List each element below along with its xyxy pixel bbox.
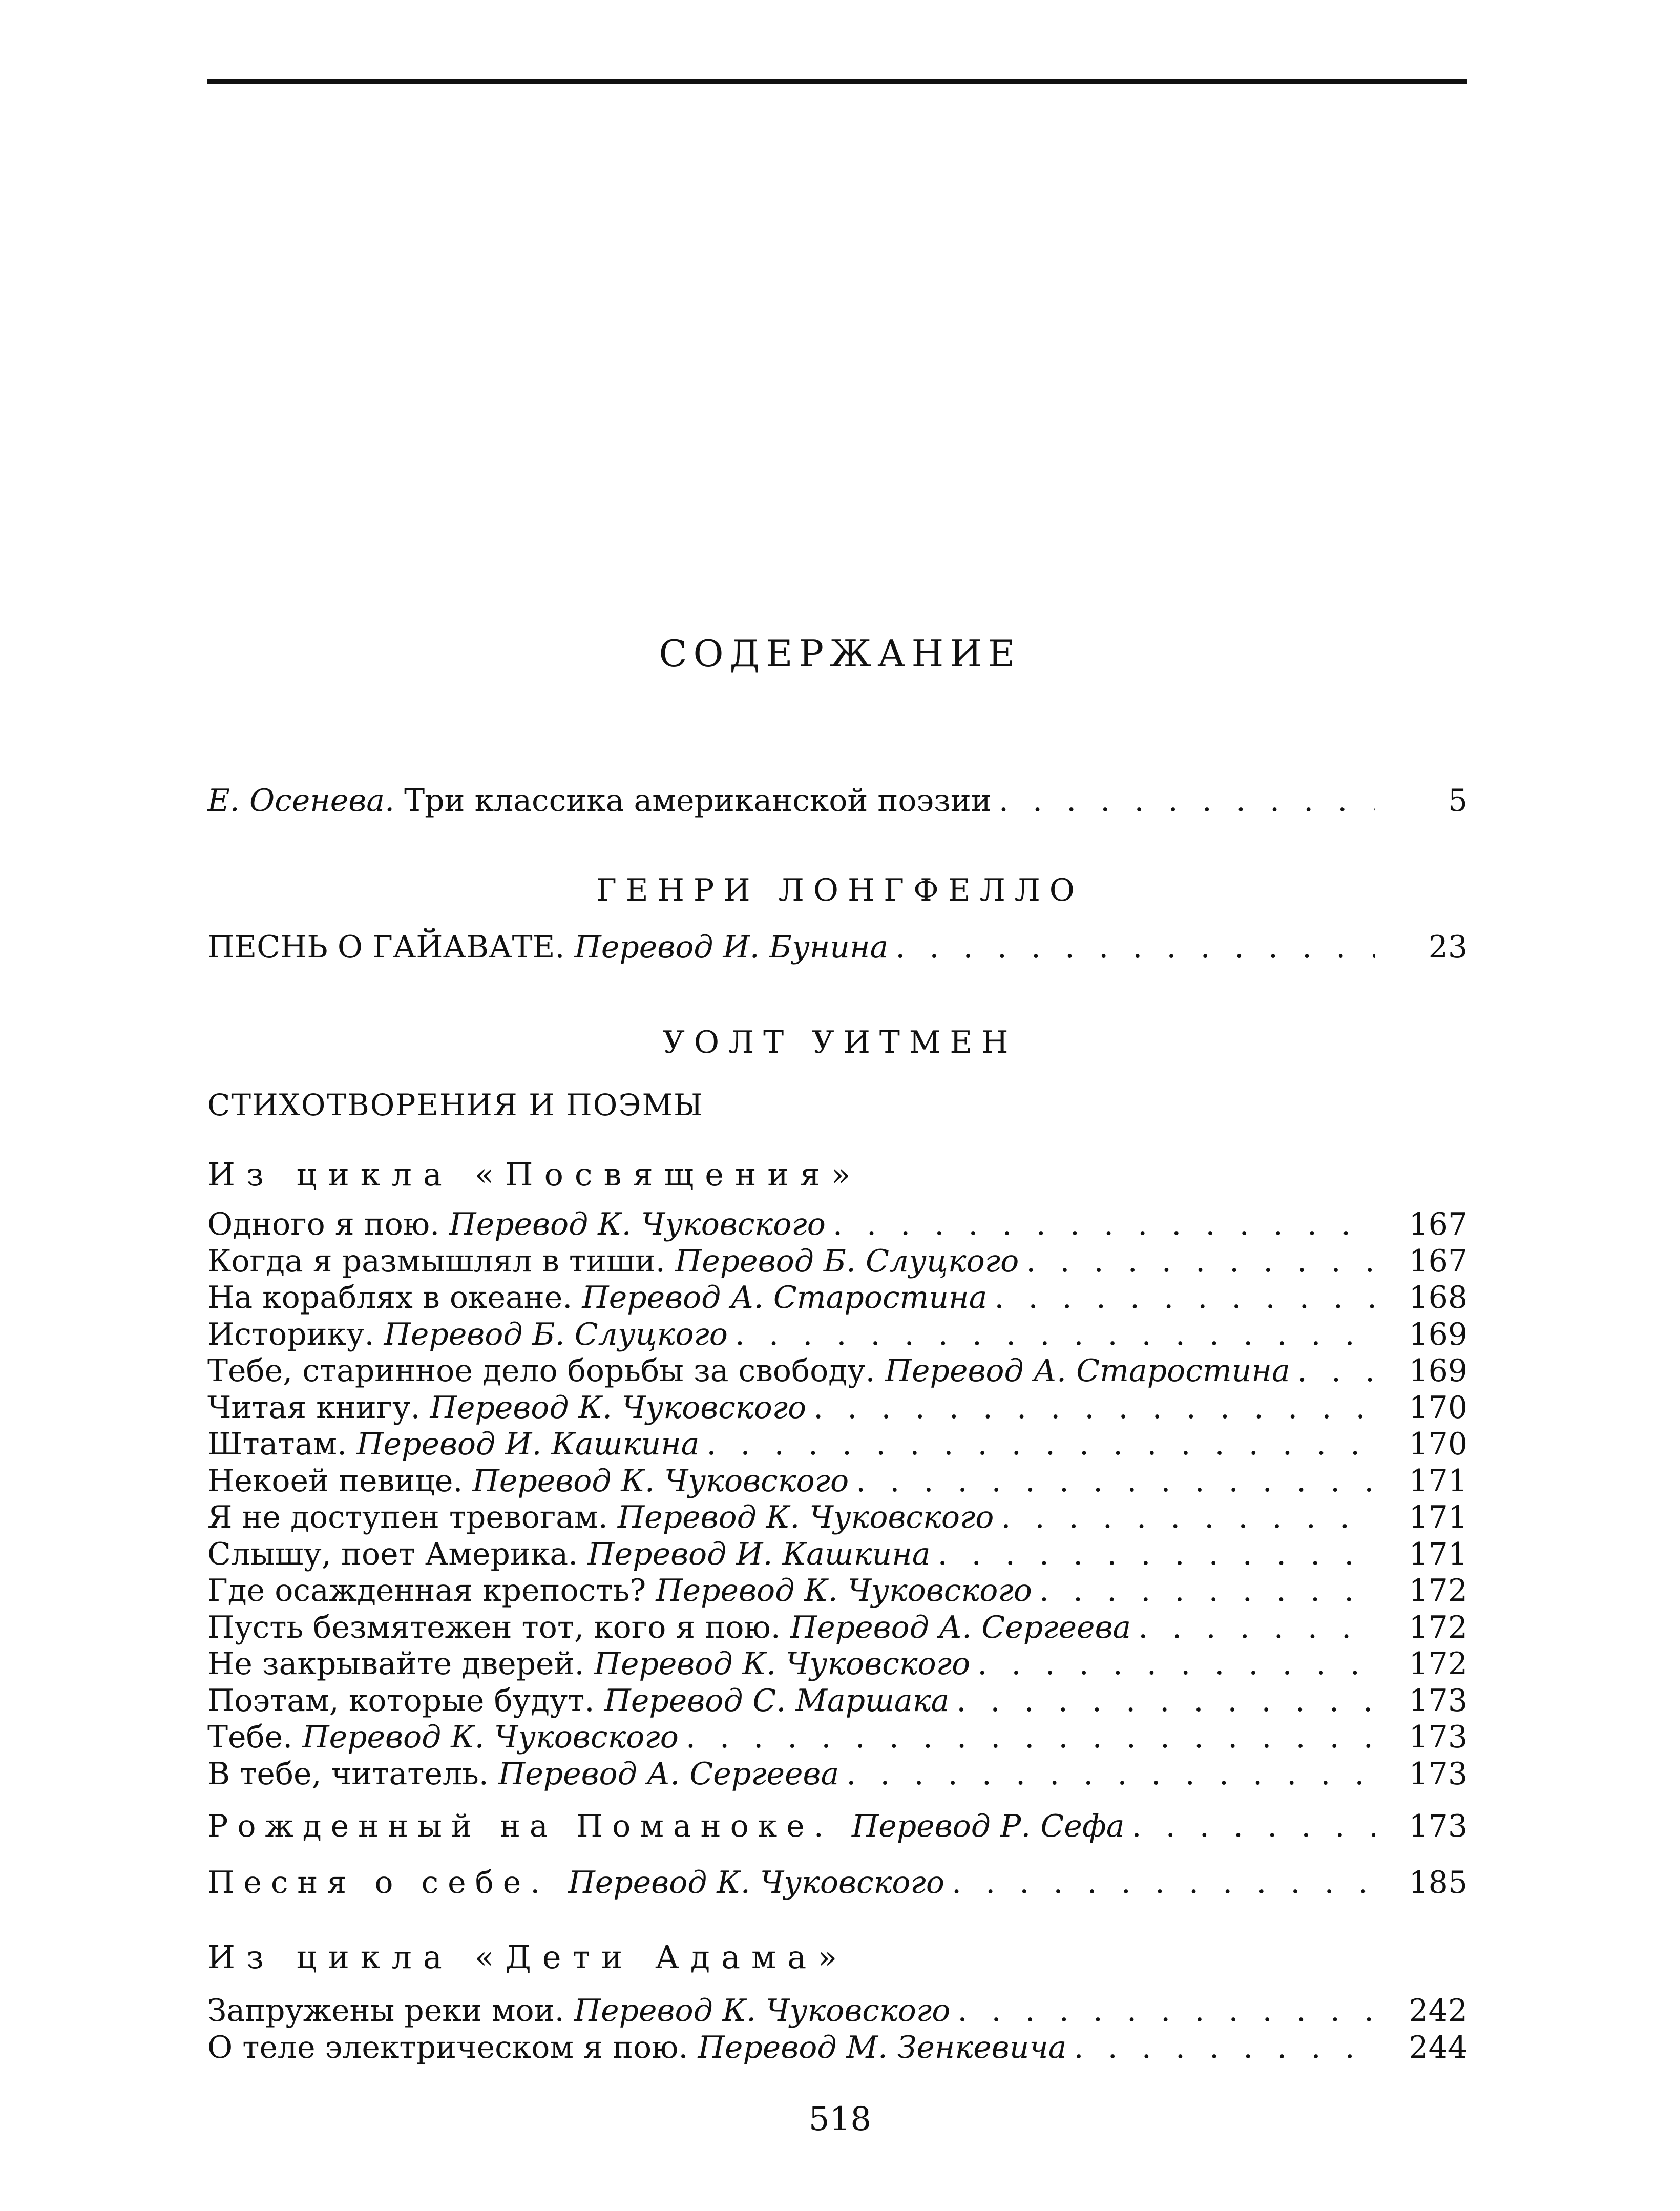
leader-dots: [1032, 1573, 1375, 1609]
page-ref: 172: [1409, 1609, 1467, 1645]
page-ref: 185: [1409, 1865, 1467, 1901]
toc-entry-text: [207, 1573, 1032, 1609]
translator: Перевод К. Чуковского: [472, 1463, 849, 1499]
page-title: СОДЕРЖАНИЕ: [659, 632, 1021, 675]
page-ref: 170: [1409, 1389, 1467, 1426]
work-title: Одного я пою.: [207, 1206, 450, 1242]
toc-entry[interactable]: [207, 1426, 1467, 1462]
toc-entry-text: [207, 1719, 679, 1755]
cycle-heading-dedications: Из цикла «Посвящения»: [207, 1156, 862, 1193]
work-title: Песня о себе.: [207, 1865, 569, 1901]
leader-dots: [806, 1390, 1375, 1426]
toc-entry-text: [207, 929, 888, 965]
toc-entry[interactable]: [207, 1499, 1467, 1535]
translator: Перевод К. Чуковского: [568, 1865, 944, 1901]
section-heading: СТИХОТВОРЕНИЯ И ПОЭМЫ: [207, 1088, 704, 1122]
toc-entry[interactable]: [207, 1317, 1467, 1352]
leader-dots: [970, 1646, 1375, 1682]
top-rule: [207, 79, 1467, 84]
leader-dots: [949, 1683, 1375, 1719]
essay-author: Е. Осенева.: [207, 783, 395, 819]
work-title: Не закрывайте дверей.: [207, 1646, 594, 1682]
translator: Перевод С. Маршака: [604, 1682, 950, 1719]
leader-dots: [888, 929, 1375, 965]
work-title: О теле электрическом я пою.: [207, 2029, 698, 2066]
translator: Перевод К. Чуковского: [430, 1389, 807, 1426]
toc-entry[interactable]: [207, 1610, 1467, 1645]
page-ref: 5: [1447, 783, 1467, 819]
leader-dots: [931, 1536, 1376, 1572]
leader-dots: [1290, 1353, 1375, 1389]
toc-entry-text: [207, 1426, 699, 1462]
toc-entry-text: [207, 1317, 728, 1352]
translator: Перевод А. Сергеева: [790, 1609, 1131, 1645]
page-number: 518: [808, 2100, 872, 2138]
translator: Перевод К. Чуковского: [594, 1646, 971, 1682]
leader-dots: [994, 1499, 1375, 1535]
toc-entry-text: [207, 1353, 1290, 1389]
work-title: Когда я размышлял в тиши.: [207, 1243, 675, 1279]
toc-entry-text: [207, 1463, 849, 1499]
page-ref: 169: [1409, 1353, 1467, 1389]
toc-entry-poem[interactable]: [207, 1865, 1467, 1901]
leader-dots: [1125, 1808, 1376, 1844]
page-ref: 170: [1409, 1426, 1467, 1462]
work-title: Тебе.: [207, 1719, 303, 1755]
toc-entry[interactable]: [207, 1353, 1467, 1389]
toc-entry-poem[interactable]: [207, 1808, 1467, 1844]
toc-entry[interactable]: [207, 1719, 1467, 1755]
toc-entry[interactable]: [207, 1280, 1467, 1316]
toc-entry-text: [207, 1610, 1131, 1645]
toc-entry[interactable]: [207, 1536, 1467, 1572]
toc-entry-text: [207, 1390, 806, 1426]
toc-entry-text: [207, 1499, 994, 1535]
toc-entry-text: [207, 1243, 1019, 1279]
page-ref: 171: [1409, 1536, 1467, 1572]
translator: Перевод И. Кашкина: [356, 1426, 700, 1462]
toc-entry-text: [207, 2030, 1066, 2066]
work-title: Читая книгу.: [207, 1389, 430, 1426]
work-title: На кораблях в океане.: [207, 1280, 582, 1316]
author-heading-whitman: УОЛТ УИТМЕН: [662, 1025, 1018, 1060]
page-ref: 173: [1409, 1808, 1467, 1844]
toc-entry-text: [207, 1993, 950, 2029]
translator: Перевод И. Бунина: [574, 929, 889, 965]
translator: Перевод К. Чуковского: [656, 1573, 1032, 1609]
work-title: Запружены реки мои.: [207, 1993, 574, 2029]
page-ref: 171: [1409, 1499, 1467, 1535]
work-title: Поэтам, которые будут.: [207, 1682, 604, 1719]
leader-dots: [679, 1719, 1375, 1755]
translator: Перевод А. Старостина: [582, 1280, 988, 1316]
essay-title: Три классика американской поэзии: [394, 783, 992, 819]
work-title: Слышу, поет Америка.: [207, 1536, 588, 1572]
toc-entry[interactable]: [207, 1993, 1467, 2029]
toc-entry-text: [207, 1206, 826, 1242]
work-title: Тебе, старинное дело борьбы за свободу.: [207, 1353, 885, 1389]
leader-dots: [950, 1993, 1375, 2029]
leader-dots: [728, 1317, 1375, 1352]
toc-entry-text: [207, 1646, 970, 1682]
cycle-heading-children-of-adam: Из цикла «Дети Адама»: [207, 1938, 849, 1976]
toc-entry-text: [207, 1865, 944, 1901]
page-ref: 169: [1409, 1316, 1467, 1352]
page-ref: 173: [1409, 1756, 1467, 1792]
work-title: Штатам.: [207, 1426, 357, 1462]
translator: Перевод А. Сергеева: [498, 1756, 839, 1792]
toc-entry[interactable]: [207, 1463, 1467, 1499]
toc-entry[interactable]: [207, 1390, 1467, 1426]
translator: Перевод М. Зенкевича: [698, 2029, 1067, 2066]
page-ref: 172: [1409, 1573, 1467, 1609]
leader-dots: [944, 1865, 1375, 1901]
translator: Перевод К. Чуковского: [449, 1206, 826, 1242]
translator: Перевод К. Чуковского: [617, 1499, 994, 1535]
toc-entry[interactable]: [207, 1573, 1467, 1609]
toc-entry-text: [207, 1683, 949, 1719]
toc-entry-intro[interactable]: [207, 783, 1467, 819]
toc-entry[interactable]: [207, 1683, 1467, 1719]
leader-dots: [849, 1463, 1375, 1499]
translator: Перевод Б. Слуцкого: [675, 1243, 1019, 1279]
toc-entry[interactable]: [207, 1206, 1467, 1242]
leader-dots: [839, 1756, 1375, 1792]
toc-entry[interactable]: [207, 1756, 1467, 1792]
work-title: Историку.: [207, 1316, 384, 1352]
page-ref: 168: [1409, 1280, 1467, 1316]
translator: Перевод Б. Слуцкого: [384, 1316, 728, 1352]
toc-entry[interactable]: [207, 1243, 1467, 1279]
translator: Перевод Р. Сефа: [851, 1808, 1125, 1844]
page-ref: 171: [1409, 1463, 1467, 1499]
work-title: Рожденный на Поманоке.: [207, 1808, 852, 1844]
page-ref: 173: [1409, 1682, 1467, 1719]
work-title: ПЕСНЬ О ГАЙАВАТЕ.: [207, 929, 575, 965]
translator: Перевод К. Чуковского: [302, 1719, 679, 1755]
work-title: Пусть безмятежен тот, кого я пою.: [207, 1609, 790, 1645]
translator: Перевод К. Чуковского: [574, 1993, 951, 2029]
page-ref: 167: [1409, 1206, 1467, 1242]
toc-entry-text: [207, 1808, 1125, 1844]
leader-dots: [826, 1206, 1375, 1242]
leader-dots: [699, 1426, 1375, 1462]
toc-entry[interactable]: [207, 1646, 1467, 1682]
page-ref: 172: [1409, 1646, 1467, 1682]
page-ref: 173: [1409, 1719, 1467, 1755]
translator: Перевод А. Старостина: [885, 1353, 1290, 1389]
work-title: Некоей певице.: [207, 1463, 473, 1499]
work-title: Я не доступен тревогам.: [207, 1499, 618, 1535]
page-ref: 167: [1409, 1243, 1467, 1279]
toc-entry-hiawatha[interactable]: [207, 929, 1467, 965]
work-title: В тебе, читатель.: [207, 1756, 498, 1792]
leader-dots: [987, 1280, 1375, 1316]
author-heading-longfellow: ГЕНРИ ЛОНГФЕЛЛО: [596, 872, 1084, 908]
work-title: Где осажденная крепость?: [207, 1573, 656, 1609]
page-ref: 242: [1409, 1993, 1467, 2029]
toc-entry-text: [207, 1280, 987, 1316]
leader-dots: [992, 783, 1375, 819]
leader-dots: [1019, 1243, 1375, 1279]
leader-dots: [1131, 1610, 1375, 1645]
page-ref: 244: [1409, 2029, 1467, 2066]
translator: Перевод И. Кашкина: [587, 1536, 931, 1572]
toc-entry-text: [207, 783, 992, 819]
toc-entry-text: [207, 1536, 931, 1572]
page-ref: 23: [1428, 929, 1467, 965]
toc-entry[interactable]: [207, 2030, 1467, 2066]
toc-entry-text: [207, 1756, 839, 1792]
leader-dots: [1066, 2030, 1375, 2066]
